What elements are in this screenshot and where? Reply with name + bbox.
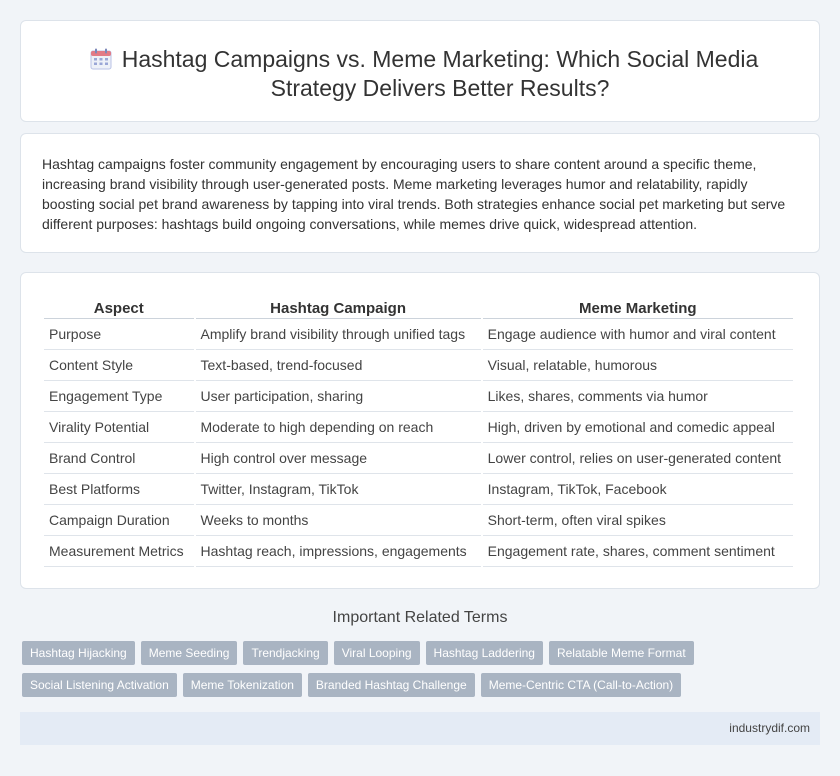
cell-aspect: Engagement Type	[44, 381, 194, 412]
table-row	[44, 443, 793, 474]
cell-meme-marketing: Lower control, relies on user-generated content	[483, 443, 793, 474]
header-hashtag-campaign: Hashtag Campaign	[196, 295, 481, 319]
cell-hashtag-campaign: Twitter, Instagram, TikTok	[196, 474, 481, 505]
header-aspect: Aspect	[44, 295, 194, 319]
related-term-tag[interactable]: Relatable Meme Format	[549, 641, 694, 665]
table-row	[44, 474, 793, 505]
cell-aspect: Brand Control	[44, 443, 194, 474]
related-term-tag[interactable]: Branded Hashtag Challenge	[308, 673, 475, 697]
related-terms-list	[22, 641, 802, 697]
related-term-tag[interactable]: Hashtag Laddering	[426, 641, 543, 665]
table-header-row	[44, 295, 793, 319]
cell-aspect: Content Style	[44, 350, 194, 381]
cell-meme-marketing: Short-term, often viral spikes	[483, 505, 793, 536]
footer-site: industrydif.com	[729, 721, 810, 735]
intro-card	[20, 133, 820, 253]
table-row	[44, 319, 793, 350]
cell-meme-marketing: Engage audience with humor and viral content	[483, 319, 793, 350]
cell-hashtag-campaign: Hashtag reach, impressions, engagements	[196, 536, 481, 567]
cell-meme-marketing: Engagement rate, shares, comment sentiment	[483, 536, 793, 567]
cell-aspect: Purpose	[44, 319, 194, 350]
page-title: Hashtag Campaigns vs. Meme Marketing: Which Social Media Strategy Delivers Better Results?	[121, 46, 759, 101]
related-terms-title: Important Related Terms	[332, 609, 508, 626]
cell-hashtag-campaign: User participation, sharing	[196, 381, 481, 412]
comparison-table	[42, 295, 795, 567]
intro-text: Hashtag campaigns foster community engagement by encouraging users to share content around a specific theme, increasing brand visibility through user-generated posts. Meme marketing leverages humor and relatability, rapidly boosting social pet brand awareness by tapping into viral trends. Both strategies enhance social pet marketing but serve different purposes: hashtags build ongoing conversations, while memes drive quick, widespread attention.	[42, 156, 786, 232]
related-term-tag[interactable]: Meme-Centric CTA (Call-to-Action)	[481, 673, 681, 697]
cell-hashtag-campaign: Text-based, trend-focused	[196, 350, 481, 381]
cell-hashtag-campaign: Moderate to high depending on reach	[196, 412, 481, 443]
cell-hashtag-campaign: Weeks to months	[196, 505, 481, 536]
related-term-tag[interactable]: Social Listening Activation	[22, 673, 177, 697]
related-term-tag[interactable]: Hashtag Hijacking	[22, 641, 135, 665]
cell-aspect: Campaign Duration	[44, 505, 194, 536]
related-term-tag[interactable]: Trendjacking	[243, 641, 327, 665]
table-row	[44, 412, 793, 443]
cell-meme-marketing: Visual, relatable, humorous	[483, 350, 793, 381]
table-row	[44, 381, 793, 412]
comparison-card	[20, 272, 820, 589]
cell-hashtag-campaign: High control over message	[196, 443, 481, 474]
title-card	[20, 20, 820, 122]
cell-meme-marketing: Likes, shares, comments via humor	[483, 381, 793, 412]
related-term-tag[interactable]: Viral Looping	[334, 641, 420, 665]
footer	[20, 712, 820, 745]
table-row	[44, 350, 793, 381]
related-term-tag[interactable]: Meme Seeding	[141, 641, 238, 665]
table-row	[44, 536, 793, 567]
table-row	[44, 505, 793, 536]
related-term-tag[interactable]: Meme Tokenization	[183, 673, 302, 697]
cell-aspect: Virality Potential	[44, 412, 194, 443]
header-meme-marketing: Meme Marketing	[483, 295, 793, 319]
cell-hashtag-campaign: Amplify brand visibility through unified tags	[196, 319, 481, 350]
cell-meme-marketing: High, driven by emotional and comedic appeal	[483, 412, 793, 443]
cell-aspect: Measurement Metrics	[44, 536, 194, 567]
cell-aspect: Best Platforms	[44, 474, 194, 505]
cell-meme-marketing: Instagram, TikTok, Facebook	[483, 474, 793, 505]
